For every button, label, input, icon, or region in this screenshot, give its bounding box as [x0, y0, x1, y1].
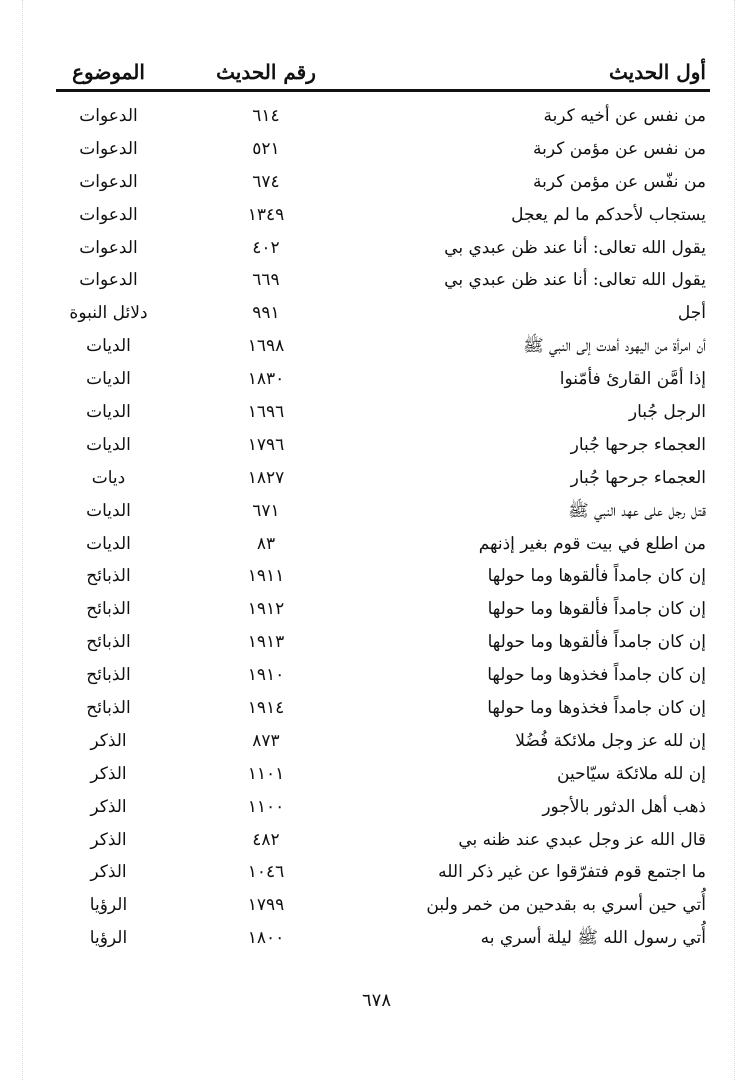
hadith-number: ٦٧٤ [252, 171, 280, 192]
table-row [56, 692, 706, 725]
hadith-topic: الذكر [90, 862, 127, 883]
hadith-first-words: يستجاب لأحدكم ما لم يعجل [511, 204, 706, 225]
hadith-topic: الديات [86, 369, 131, 390]
table-row [56, 560, 706, 593]
hadith-first-words: إن كان جامداً فخذوها وما حولها [487, 665, 706, 686]
hadith-first-words: من نفس عن أخيه كربة [543, 106, 706, 126]
hadith-number: ١٦٩٨ [247, 336, 285, 357]
hadith-topic: الذبائح [86, 566, 131, 587]
hadith-topic: الذكر [90, 796, 127, 817]
hadith-topic: الديات [86, 336, 131, 357]
hadith-topic: الذبائح [86, 665, 131, 686]
table-row [56, 264, 706, 297]
hadith-topic: الدعوات [79, 204, 138, 225]
header-first-label: أول الحديث [609, 60, 706, 84]
header-topic-label: الموضوع [72, 60, 145, 84]
hadith-number: ١٣٤٩ [247, 204, 285, 225]
hadith-number: ٨٧٣ [252, 730, 280, 751]
hadith-number: ١٩١٣ [247, 632, 285, 653]
hadith-first-words: يقول الله تعالى: أنا عند ظن عبدي بي [444, 237, 706, 258]
hadith-first-words: إن لله ملائكة سيّاحين [557, 763, 706, 784]
hadith-first-words: إن كان جامداً فألقوها وما حولها [487, 566, 706, 587]
hadith-topic: الديات [86, 500, 131, 521]
table-row [56, 166, 706, 199]
table-row [56, 626, 706, 659]
table-row [56, 791, 706, 824]
hadith-first-words: قال الله عز وجل عبدي عند ظنه بي [458, 829, 706, 850]
right-margin-guide [734, 0, 735, 1080]
table-row [56, 824, 706, 857]
left-margin-guide [22, 0, 23, 1080]
table-row [56, 396, 706, 429]
hadith-first-words: إن كان جامداً فألقوها وما حولها [487, 599, 706, 620]
hadith-topic: الديات [86, 434, 131, 455]
hadith-index-table [56, 100, 706, 955]
table-row [56, 528, 706, 561]
hadith-topic: الذبائح [86, 599, 131, 620]
table-row [56, 429, 706, 462]
hadith-topic: الدعوات [79, 138, 138, 159]
table-row [56, 725, 706, 758]
hadith-number: ١٠٤٦ [247, 862, 285, 883]
table-row [56, 856, 706, 889]
hadith-first-words: من نفّس عن مؤمن كربة [532, 171, 706, 192]
header-rule [56, 89, 710, 92]
hadith-first-words: إن كان جامداً فخذوها وما حولها [487, 698, 706, 719]
hadith-first-words: أُتي رسول الله ﷺ ليلة أسري به [480, 928, 706, 949]
table-row [56, 495, 706, 528]
hadith-first-words: الرجل جُبار [628, 402, 706, 423]
hadith-number: ١٨٠٠ [247, 928, 285, 949]
table-row [56, 462, 706, 495]
hadith-number: ٦٦٩ [252, 270, 280, 291]
table-row [56, 922, 706, 955]
table-row [56, 330, 706, 363]
table-row [56, 659, 706, 692]
table-row [56, 133, 706, 166]
hadith-first-words: ما اجتمع قوم فتفرّقوا عن غير ذكر الله [438, 862, 706, 883]
table-row [56, 297, 706, 330]
hadith-topic: الديات [86, 533, 131, 554]
hadith-first-words: من نفس عن مؤمن كربة [532, 138, 706, 159]
table-row [56, 889, 706, 922]
hadith-number: ٤٨٢ [252, 829, 280, 850]
table-row [56, 593, 706, 626]
hadith-first-words: إن لله عز وجل ملائكة فُضُلا [515, 730, 706, 751]
hadith-topic: الديات [86, 402, 131, 423]
page-number: ٦٧٨ [361, 990, 391, 1011]
hadith-topic: الذكر [90, 763, 127, 784]
hadith-first-words: قتل رجل على عهد النبي ﷺ [568, 500, 706, 521]
hadith-number: ٤٠٢ [252, 237, 280, 258]
hadith-first-words: من اطلع في بيت قوم بغير إذنهم [478, 533, 706, 554]
hadith-number: ١٦٩٦ [247, 402, 285, 423]
hadith-topic: الدعوات [79, 171, 138, 192]
hadith-topic: الرؤيا [89, 928, 128, 949]
hadith-first-words: أن امرأة من اليهود أهدت إلى النبي ﷺ [523, 336, 706, 357]
hadith-first-words: العجماء جرحها جُبار [570, 434, 706, 455]
hadith-topic: الذكر [90, 730, 127, 751]
hadith-number: ١٩١٠ [247, 665, 285, 686]
table-row [56, 199, 706, 232]
hadith-number: ١٩١٤ [247, 698, 285, 719]
hadith-topic: الذبائح [86, 632, 131, 653]
hadith-first-words: يقول الله تعالى: أنا عند ظن عبدي بي [444, 270, 706, 291]
hadith-number: ٨٣ [256, 533, 276, 554]
table-row [56, 363, 706, 396]
hadith-number: ١١٠٠ [247, 796, 285, 817]
hadith-first-words: العجماء جرحها جُبار [570, 467, 706, 488]
hadith-number: ٦١٤ [252, 106, 280, 126]
hadith-topic: الدعوات [79, 106, 138, 126]
hadith-topic: الدعوات [79, 237, 138, 258]
hadith-topic: الرؤيا [89, 895, 128, 916]
hadith-topic: الذبائح [86, 698, 131, 719]
hadith-number: ١١٠١ [247, 763, 285, 784]
hadith-number: ١٨٢٧ [247, 467, 285, 488]
hadith-number: ٥٢١ [252, 138, 280, 159]
table-row [56, 232, 706, 265]
hadith-topic: الذكر [90, 829, 127, 850]
hadith-first-words: إذا أمَّن القارئ فأمّنوا [559, 369, 706, 390]
hadith-number: ١٧٩٩ [247, 895, 285, 916]
table-row [56, 100, 706, 133]
table-row [56, 758, 706, 791]
hadith-first-words: أجل [677, 303, 706, 324]
hadith-number: ٦٧١ [252, 500, 280, 521]
hadith-topic: دلائل النبوة [69, 303, 148, 324]
header-number-label: رقم الحديث [216, 60, 316, 84]
hadith-number: ٩٩١ [252, 303, 280, 324]
hadith-topic: ديات [91, 467, 126, 488]
hadith-number: ١٩١١ [247, 566, 285, 587]
hadith-first-words: ذهب أهل الدثور بالأجور [542, 796, 706, 817]
hadith-number: ١٩١٢ [247, 599, 285, 620]
hadith-first-words: إن كان جامداً فألقوها وما حولها [487, 632, 706, 653]
hadith-number: ١٧٩٦ [247, 434, 285, 455]
hadith-first-words: أُتي حين أسري به بقدحين من خمر ولبن [426, 895, 706, 916]
hadith-number: ١٨٣٠ [247, 369, 285, 390]
table-header [56, 56, 706, 88]
hadith-topic: الدعوات [79, 270, 138, 291]
